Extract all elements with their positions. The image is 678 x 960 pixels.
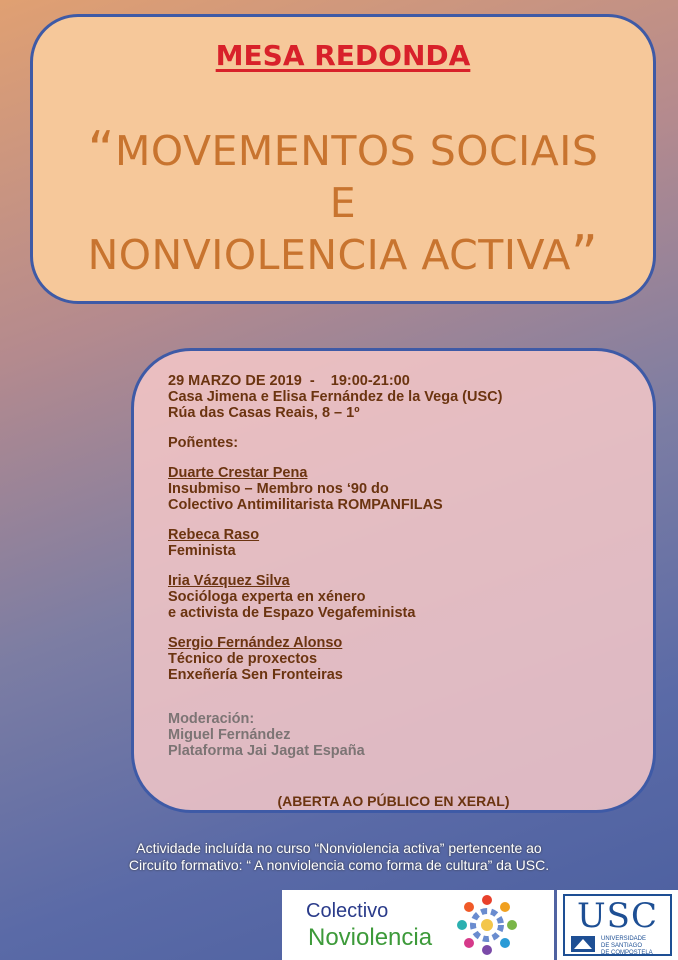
footnote: [0, 840, 678, 874]
speaker-desc: Feminista: [168, 543, 236, 559]
event-venue: Casa Jimena e Elisa Fernández de la Vega (USC): [168, 389, 503, 405]
speaker-name: Rebeca Raso: [168, 527, 260, 543]
event-address: Rúa das Casas Reais, 8 – 1º: [168, 405, 360, 421]
event-date-time: 29 MARZO DE 2019 - 19:00-21:00: [168, 373, 410, 389]
footnote-line-2: Circuíto formativo: “ A nonviolencia como forma de cultura” da USC.: [128, 857, 550, 873]
speaker-item: [168, 635, 502, 683]
moderation-heading: Moderación:: [168, 711, 255, 727]
speaker-name: Sergio Fernández Alonso: [168, 635, 343, 651]
usc-letters: USC: [577, 896, 658, 936]
speaker-item: [168, 573, 502, 621]
moderation-section: [168, 711, 502, 759]
speaker-desc: e activista de Espazo Vegafeminista: [168, 605, 416, 621]
speaker-desc: Insubmiso – Membro nos ‘90 do: [168, 481, 389, 497]
public-note: (ABERTA AO PÚBLICO EN XERAL): [277, 793, 510, 809]
speaker-desc: Colectivo Antimilitarista ROMPANFILAS: [168, 497, 443, 513]
usc-subtitle: UNIVERSIDADE DE SANTIAGO DE COMPOSTELA: [601, 936, 653, 956]
speaker-desc: Enxeñería Sen Fronteiras: [168, 667, 343, 683]
title-panel: [30, 14, 656, 304]
details-panel: [131, 348, 656, 813]
headline-line-2: E: [329, 179, 357, 227]
footnote-line-1: Actividade incluída no curso “Nonviolencia activa” pertencente ao: [136, 840, 542, 856]
speaker-desc: Técnico de proxectos: [168, 651, 318, 667]
moderator-name: Miguel Fernández: [168, 727, 291, 743]
colectivo-noviolencia-logo: [282, 890, 554, 960]
speaker-name: Duarte Crestar Pena: [168, 465, 308, 481]
close-quote: ”: [570, 225, 599, 285]
logo-text-colectivo: Colectivo: [306, 900, 389, 922]
people-circle-icon: [454, 892, 520, 958]
event-details: [168, 373, 502, 759]
usc-badge: [563, 894, 672, 956]
speaker-name: Iria Vázquez Silva: [168, 573, 290, 589]
headline-line-3: NONVIOLENCIA ACTIVA”: [87, 225, 599, 285]
logo-text-noviolencia: Noviolencia: [308, 924, 433, 951]
usc-crest-icon: [571, 936, 595, 952]
speaker-item: [168, 527, 502, 559]
speaker-item: [168, 465, 502, 513]
speakers-heading: Poñentes:: [168, 435, 239, 451]
open-quote: “: [87, 121, 116, 181]
event-headline: [73, 121, 613, 285]
speaker-desc: Socióloga experta en xénero: [168, 589, 366, 605]
usc-logo: [557, 890, 678, 960]
moderator-org: Plataforma Jai Jagat España: [168, 743, 365, 759]
event-type-label: MESA REDONDA: [215, 39, 471, 72]
headline-line-1: “MOVEMENTOS SOCIAIS: [87, 121, 599, 181]
